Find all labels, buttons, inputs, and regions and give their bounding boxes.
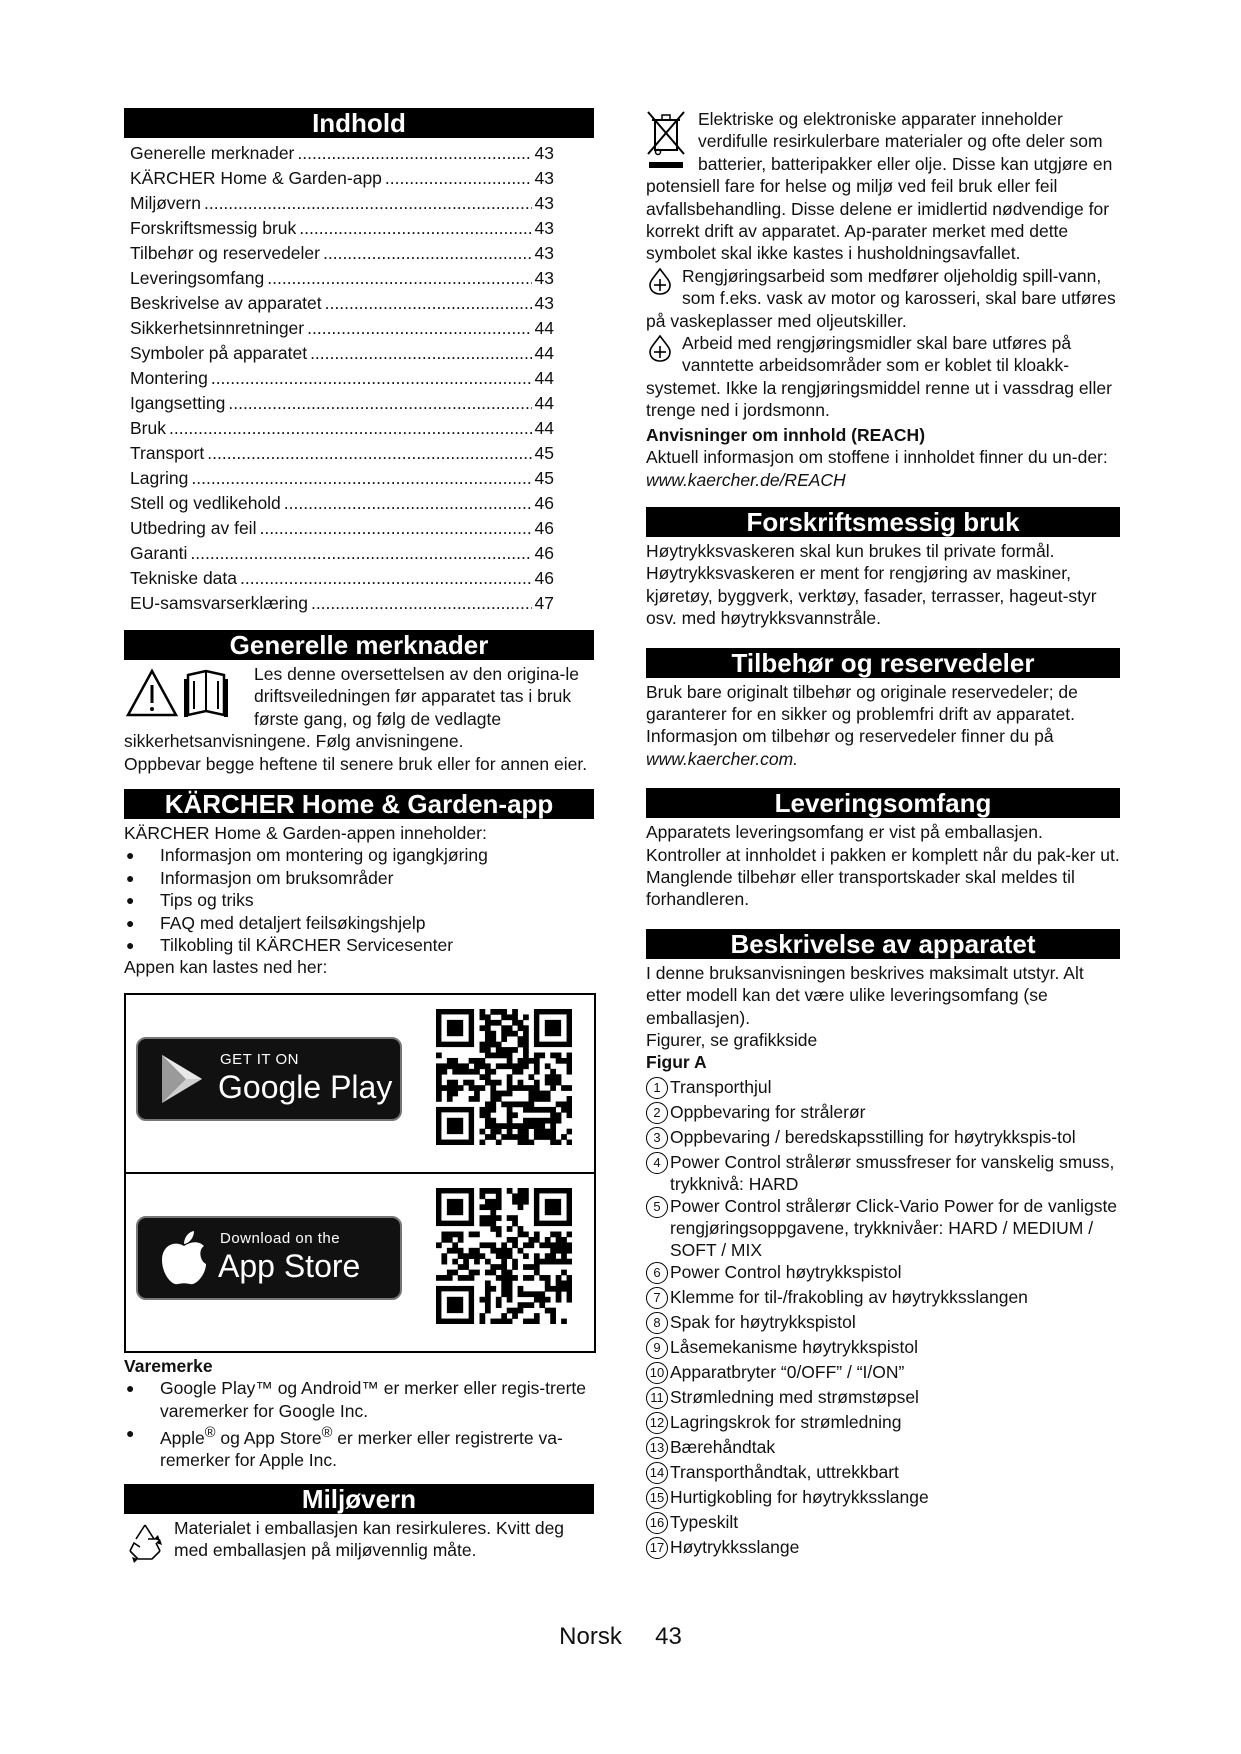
trademark-bullet-1 <box>124 1377 594 1422</box>
toc-leader-dots <box>240 566 532 591</box>
app-bullet-item <box>124 889 594 911</box>
trademark-heading: Varemerke <box>124 1355 213 1376</box>
toc-entry-title: Generelle merknader <box>130 143 295 163</box>
figure-item-text: Apparatbryter “0/OFF” / “I/ON” <box>670 1361 905 1382</box>
figure-item-text: Oppbevaring for strålerør <box>670 1101 866 1122</box>
toc-entry-page: 44 <box>534 368 554 388</box>
figure-item-text: Power Control strålerør Click-Vario Power for de vanligste rengjøringsoppgavene, trykknivåer: HARD / MEDIUM / SOFT / MIX <box>670 1195 1118 1260</box>
toc-entry-page: 43 <box>534 218 554 238</box>
description-text-1: I denne bruksanvisningen beskrives maksimalt utstyr. Alt etter modell kan det være ulike leveringsomfang (se emballasjen). <box>646 962 1084 1028</box>
footer-page-number: 43 <box>655 1623 682 1650</box>
trademark-text-1: Google Play™ og Android™ er merker eller regis-trerte varemerker for Google Inc. <box>160 1378 587 1421</box>
reach-heading: Anvisninger om innhold (REACH) <box>646 424 926 445</box>
toc-row[interactable] <box>124 491 594 516</box>
item-number-badge: 6 <box>646 1262 668 1284</box>
figure-label: Figur A <box>646 1052 707 1073</box>
toc-entry-title: Leveringsomfang <box>130 268 265 288</box>
warning-manual-icons <box>124 665 244 723</box>
toc-entry-title: Igangsetting <box>130 393 226 413</box>
crossed-bin-icon <box>646 108 686 174</box>
figure-item-text: Hurtigkobling for høytrykksslange <box>670 1486 929 1507</box>
toc-leader-dots <box>207 441 531 466</box>
toc-leader-dots <box>311 591 532 616</box>
toc-entry-title: Transport <box>130 443 205 463</box>
item-number-badge: 2 <box>646 1102 668 1124</box>
google-play-small-text: GET IT ON <box>220 1050 299 1068</box>
toc-entry-page: 43 <box>534 143 554 163</box>
figure-item <box>646 1436 1120 1461</box>
figure-item <box>646 1486 1120 1511</box>
figure-item <box>646 1386 1120 1411</box>
figure-item-text: Lagringskrok for strømledning <box>670 1411 902 1432</box>
bullet-icon: ● <box>126 1425 135 1442</box>
toc-heading: Indhold <box>124 108 594 138</box>
toc-leader-dots <box>169 416 532 441</box>
app-heading: KÄRCHER Home & Garden-app <box>124 789 594 819</box>
toc-entry-title: Tekniske data <box>130 568 238 588</box>
toc-leader-dots <box>190 541 531 566</box>
toc-leader-dots <box>325 291 532 316</box>
bullet-icon: ● <box>126 892 135 909</box>
bullet-icon: ● <box>126 869 135 886</box>
manual-book-icon <box>184 671 228 717</box>
toc-entry-title: Beskrivelse av apparatet <box>130 293 322 313</box>
toc-entry-title: Lagring <box>130 468 189 488</box>
figure-item-text: Høytrykksslange <box>670 1536 800 1557</box>
toc-entry-page: 46 <box>534 568 554 588</box>
app-store-big-text: App Store <box>218 1247 361 1284</box>
toc-leader-dots <box>204 191 532 216</box>
item-number-badge: 1 <box>646 1077 668 1099</box>
toc-leader-dots <box>299 216 531 241</box>
oil-section <box>646 265 1120 332</box>
google-play-big-text: Google Play <box>218 1068 393 1105</box>
scope-heading: Leveringsomfang <box>646 788 1120 818</box>
figure-item-text: Låsemekanisme høytrykkspistol <box>670 1336 918 1357</box>
toc-row[interactable] <box>124 316 594 341</box>
item-number-badge: 13 <box>646 1437 668 1459</box>
item-number-badge: 17 <box>646 1537 668 1559</box>
qr-code-icon <box>436 1188 572 1324</box>
toc-entry-title: Forskriftsmessig bruk <box>130 218 297 238</box>
toc-entry-title: Symboler på apparatet <box>130 343 308 363</box>
figure-item-text: Oppbevaring / beredskapsstilling for høytrykkspis-tol <box>670 1126 1076 1147</box>
toc-entry-title: Garanti <box>130 543 188 563</box>
app-bullet-text: Informasjon om bruksområder <box>160 867 394 888</box>
intended-heading: Forskriftsmessig bruk <box>646 507 1120 537</box>
app-bullet-item <box>124 867 594 889</box>
toc-row[interactable] <box>124 141 594 166</box>
trademark-text-2: Apple® og App Store® er merker eller registrerte va-remerker for Apple Inc. <box>160 1425 563 1471</box>
item-number-badge: 15 <box>646 1487 668 1509</box>
toc-list <box>124 141 594 616</box>
footer-language: Norsk <box>559 1623 622 1650</box>
toc-entry-page: 45 <box>534 443 554 463</box>
toc-entry-page: 43 <box>534 193 554 213</box>
app-intro: KÄRCHER Home & Garden-appen inneholder: <box>124 823 487 844</box>
toc-leader-dots <box>385 166 532 191</box>
toc-row[interactable] <box>124 541 594 566</box>
general-section <box>124 663 594 775</box>
item-number-badge: 10 <box>646 1362 668 1384</box>
figure-item <box>646 1151 1120 1195</box>
figure-item <box>646 1411 1120 1436</box>
accessories-link[interactable]: www.kaercher.com. <box>646 748 799 769</box>
toc-entry-page: 43 <box>534 168 554 188</box>
toc-entry-page: 44 <box>534 343 554 363</box>
app-bullet-text: Informasjon om montering og igangkjøring <box>160 845 488 866</box>
toc-row[interactable] <box>124 166 594 191</box>
toc-row[interactable] <box>124 366 594 391</box>
reach-text: Aktuell informasjon om stoffene i innholdet finner du un-der: www.kaercher.de/REACH <box>646 447 1108 490</box>
weee-section <box>646 108 1120 265</box>
cleaning-water-icon <box>646 267 674 297</box>
page-footer <box>0 1623 1241 1650</box>
figure-item <box>646 1511 1120 1536</box>
general-text-2: Oppbevar begge heftene til senere bruk eller for annen eier. <box>124 753 588 774</box>
toc-entry-title: EU-samsvarserklæring <box>130 593 308 613</box>
bullet-icon: ● <box>126 847 135 864</box>
left-column <box>124 108 594 1563</box>
bullet-icon: ● <box>126 1380 135 1397</box>
app-bullet-text: Tips og triks <box>160 890 254 911</box>
toc-leader-dots <box>191 466 531 491</box>
toc-row[interactable] <box>124 341 594 366</box>
toc-entry-page: 43 <box>534 293 554 313</box>
bullet-icon: ● <box>126 914 135 931</box>
scope-text: Apparatets leveringsomfang er vist på emballasjen. Kontroller at innholdet i pakken er komplett når du pak-ker ut. Manglende tilbehør eller transportskader skal meldes til forhandleren. <box>646 822 1120 910</box>
figure-item-text: Power Control høytrykkspistol <box>670 1261 902 1282</box>
toc-entry-title: Sikkerhetsinnretninger <box>130 318 305 338</box>
water-section <box>646 332 1120 422</box>
item-number-badge: 14 <box>646 1462 668 1484</box>
description-text-2: Figurer, se grafikkside <box>646 1030 818 1050</box>
figure-item <box>646 1361 1120 1386</box>
toc-leader-dots <box>297 141 531 166</box>
toc-row[interactable] <box>124 566 594 591</box>
toc-entry-page: 46 <box>534 493 554 513</box>
reach-link[interactable]: www.kaercher.de/REACH <box>646 469 846 490</box>
toc-row[interactable] <box>124 191 594 216</box>
toc-row[interactable] <box>124 216 594 241</box>
figure-item <box>646 1261 1120 1286</box>
general-heading: Generelle merknader <box>124 630 594 660</box>
figure-item-text: Strømledning med strømstøpsel <box>670 1386 919 1407</box>
toc-row[interactable] <box>124 291 594 316</box>
toc-entry-page: 44 <box>534 418 554 438</box>
figure-item-text: Typeskilt <box>670 1511 739 1532</box>
google-play-icon <box>152 1049 212 1109</box>
item-number-badge: 16 <box>646 1512 668 1534</box>
figure-item <box>646 1336 1120 1361</box>
toc-leader-dots <box>307 316 531 341</box>
toc-entry-page: 47 <box>534 593 554 613</box>
figure-item-text: Klemme for til-/frakobling av høytrykksslangen <box>670 1286 1028 1307</box>
toc-entry-title: Montering <box>130 368 208 388</box>
env-heading: Miljøvern <box>124 1484 594 1514</box>
env-text: Materialet i emballasjen kan resirkuleres. Kvitt deg med emballasjen på miljøvennlig måte. <box>174 1517 565 1561</box>
intended-text: Høytrykksvaskeren skal kun brukes til private formål. Høytrykksvaskeren er ment for rengjøring av maskiner, kjøretøy, byggverk, verktøy, fasader, terrasser, hageut-styr osv. med høytrykksvannstråle. <box>646 540 1097 629</box>
toc-leader-dots <box>211 366 532 391</box>
app-bullet-text: FAQ med detaljert feilsøkingshjelp <box>160 912 426 933</box>
figure-item-list <box>646 1076 1120 1561</box>
general-text-1: Les denne oversettelsen av den origina-le driftsveiledningen før apparatet tas i bruk første gang, og følg de vedlagte sikkerhetsanvisningene. Følg anvisningene. <box>124 664 579 752</box>
figure-item <box>646 1286 1120 1311</box>
toc-entry-page: 46 <box>534 543 554 563</box>
toc-entry-title: Utbedring av feil <box>130 518 257 538</box>
weee-text: Elektriske og elektroniske apparater inneholder verdifulle resirkulerbare materialer og ofte deler som batterier, batteripakker eller olje. Disse kan utgjøre en potensiell fare for helse og miljø ved feil bruk eller feil avfallsbehandling. Disse delene er imidlertid nødvendige for korrekt drift av apparatet. Ap-parater merket med dette symbolet skal ikke kastes i husholdningsavfallet. <box>646 109 1113 264</box>
app-bullet-item <box>124 844 594 866</box>
apple-icon <box>156 1228 212 1288</box>
right-column <box>646 108 1120 1561</box>
toc-row[interactable] <box>124 416 594 441</box>
toc-entry-title: Tilbehør og reservedeler <box>130 243 320 263</box>
figure-item <box>646 1536 1120 1561</box>
toc-entry-title: Bruk <box>130 418 166 438</box>
figure-item-text: Power Control strålerør smussfreser for vanskelig smuss, trykknivå: HARD <box>670 1151 1115 1194</box>
toc-entry-page: 44 <box>534 393 554 413</box>
figure-item <box>646 1101 1120 1126</box>
figure-item <box>646 1126 1120 1151</box>
figure-item-text: Bærehåndtak <box>670 1436 776 1457</box>
toc-leader-dots <box>259 516 531 541</box>
oil-text: Rengjøringsarbeid som medfører oljeholdig spill-vann, som f.eks. vask av motor og karosseri, skal bare utføres på vaskeplasser med oljeutskiller. <box>646 265 1116 331</box>
google-play-row <box>126 995 594 1172</box>
toc-row[interactable] <box>124 266 594 291</box>
toc-row[interactable] <box>124 391 594 416</box>
store-badges-box <box>124 993 596 1353</box>
recycling-icon <box>124 1521 166 1563</box>
figure-item-text: Transporthjul <box>670 1076 772 1097</box>
toc-leader-dots <box>284 491 532 516</box>
app-download-text: Appen kan lastes ned her: <box>124 957 328 978</box>
accessories-text: Bruk bare originalt tilbehør og originale reservedeler; de garanterer for en sikker og problemfri drift av apparatet. Informasjon om tilbehør og reservedeler finner du på www.kaercher.com. <box>646 681 1078 769</box>
toc-entry-page: 45 <box>534 468 554 488</box>
figure-item <box>646 1461 1120 1486</box>
app-store-row <box>126 1172 594 1351</box>
app-bullet-list <box>124 844 594 956</box>
warning-icon <box>124 665 244 723</box>
app-bullet-item <box>124 934 594 956</box>
bullet-icon: ● <box>126 937 135 954</box>
app-bullet-text: Tilkobling til KÄRCHER Servicesenter <box>160 935 454 956</box>
figure-item-text: Spak for høytrykkspistol <box>670 1311 856 1332</box>
item-number-badge: 7 <box>646 1287 668 1309</box>
item-number-badge: 4 <box>646 1152 668 1174</box>
item-number-badge: 8 <box>646 1312 668 1334</box>
figure-item <box>646 1195 1120 1261</box>
item-number-badge: 12 <box>646 1412 668 1434</box>
qr-code-icon <box>436 1009 572 1145</box>
item-number-badge: 5 <box>646 1196 668 1218</box>
toc-row[interactable] <box>124 466 594 491</box>
figure-item-text: Transporthåndtak, uttrekkbart <box>670 1461 899 1482</box>
toc-entry-page: 43 <box>534 243 554 263</box>
trademark-bullet-2 <box>124 1422 594 1472</box>
figure-item <box>646 1076 1120 1101</box>
item-number-badge: 11 <box>646 1387 668 1409</box>
item-number-badge: 3 <box>646 1127 668 1149</box>
toc-leader-dots <box>310 341 531 366</box>
item-number-badge: 9 <box>646 1337 668 1359</box>
cleaning-water-icon <box>646 334 674 364</box>
water-text: Arbeid med rengjøringsmidler skal bare utføres på vanntette arbeidsområder som er koblet til kloakk-systemet. Ikke la rengjøringsmiddel renne ut i vassdrag eller trenge ned i jordsmonn. <box>646 333 1112 421</box>
toc-row[interactable] <box>124 241 594 266</box>
toc-entry-title: Stell og vedlikehold <box>130 493 281 513</box>
description-heading: Beskrivelse av apparatet <box>646 929 1120 959</box>
figure-item <box>646 1311 1120 1336</box>
toc-row[interactable] <box>124 441 594 466</box>
toc-entry-page: 44 <box>534 318 554 338</box>
accessories-heading: Tilbehør og reservedeler <box>646 648 1120 678</box>
app-bullet-item <box>124 912 594 934</box>
toc-entry-title: Miljøvern <box>130 193 201 213</box>
toc-entry-title: KÄRCHER Home & Garden-app <box>130 168 382 188</box>
env-section <box>124 1517 594 1563</box>
toc-leader-dots <box>228 391 531 416</box>
toc-row[interactable] <box>124 591 594 616</box>
toc-leader-dots <box>323 241 532 266</box>
toc-leader-dots <box>267 266 531 291</box>
app-store-small-text: Download on the <box>220 1229 341 1247</box>
toc-entry-page: 46 <box>534 518 554 538</box>
toc-entry-page: 43 <box>534 268 554 288</box>
toc-row[interactable] <box>124 516 594 541</box>
google-play-badge[interactable] <box>136 1037 402 1121</box>
app-store-badge[interactable] <box>136 1216 402 1300</box>
